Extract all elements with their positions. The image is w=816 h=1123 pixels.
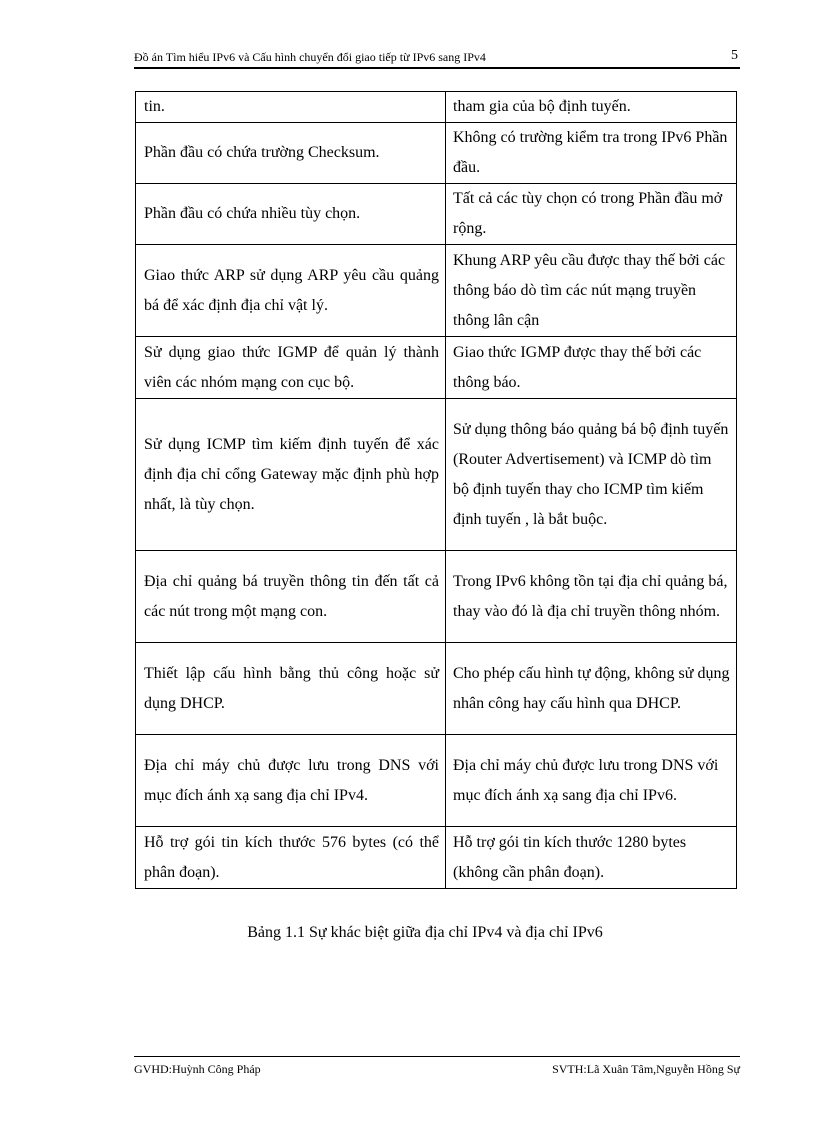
ipv6-cell: Hỗ trợ gói tin kích thước 1280 bytes (không cần phân đoạn). [446, 827, 737, 889]
ipv4-cell: Địa chỉ quảng bá truyền thông tin đến tất cả các nút trong một mạng con. [136, 551, 446, 643]
ipv4-cell: Thiết lập cấu hình bằng thủ công hoặc sử dụng DHCP. [136, 643, 446, 735]
table-row [136, 337, 737, 399]
page-header [134, 48, 740, 66]
table-caption: Bảng 1.1 Sự khác biệt giữa địa chỉ IPv4 và địa chỉ IPv6 [247, 924, 603, 941]
ipv4-cell: Sử dụng giao thức IGMP để quản lý thành viên các nhóm mạng con cục bộ. [136, 337, 446, 399]
table-row [136, 245, 737, 337]
header-divider [134, 67, 740, 69]
ipv4-cell: tin. [136, 92, 446, 123]
ipv6-cell: Tất cả các tùy chọn có trong Phần đầu mở rộng. [446, 184, 737, 245]
footer-supervisor: GVHD:Huỳnh Công Pháp [134, 1062, 261, 1076]
table-row [136, 643, 737, 735]
ipv6-cell: Địa chỉ máy chủ được lưu trong DNS với mục đích ánh xạ sang địa chỉ IPv6. [446, 735, 737, 827]
ipv4-cell: Phần đầu có chứa nhiều tùy chọn. [136, 184, 446, 245]
table-row [136, 92, 737, 123]
ipv6-cell: Giao thức IGMP được thay thế bởi các thông báo. [446, 337, 737, 399]
footer-divider [134, 1056, 740, 1057]
ipv6-cell: Không có trường kiểm tra trong IPv6 Phần đầu. [446, 123, 737, 184]
table-row [136, 735, 737, 827]
ipv4-cell: Địa chỉ máy chủ được lưu trong DNS với mục đích ánh xạ sang địa chỉ IPv4. [136, 735, 446, 827]
table-row [136, 123, 737, 184]
page-number: 5 [731, 48, 738, 63]
table-row [136, 399, 737, 551]
ipv4-cell: Sử dụng ICMP tìm kiếm định tuyến để xác định địa chỉ cổng Gateway mặc định phù hợp nhất, là tùy chọn. [136, 399, 446, 551]
ipv6-cell: Sử dụng thông báo quảng bá bộ định tuyến (Router Advertisement) và ICMP dò tìm bộ định tuyến thay cho ICMP tìm kiếm định tuyến , là bắt buộc. [446, 399, 737, 551]
ipv4-cell: Giao thức ARP sử dụng ARP yêu cầu quảng bá để xác định địa chỉ vật lý. [136, 245, 446, 337]
ipv6-cell: Khung ARP yêu cầu được thay thế bởi các thông báo dò tìm các nút mạng truyền thông lân cận [446, 245, 737, 337]
ipv4-ipv6-comparison-table [135, 91, 737, 889]
document-title: Đồ án Tìm hiểu IPv6 và Cấu hình chuyển đổi giao tiếp từ IPv6 sang IPv4 [134, 50, 486, 64]
footer-students: SVTH:Lã Xuân Tâm,Nguyễn Hồng Sự [552, 1062, 740, 1076]
table-row [136, 827, 737, 889]
ipv6-cell: Cho phép cấu hình tự động, không sử dụng nhân công hay cấu hình qua DHCP. [446, 643, 737, 735]
ipv4-cell: Hỗ trợ gói tin kích thước 576 bytes (có thể phân đoạn). [136, 827, 446, 889]
table-row [136, 184, 737, 245]
ipv4-cell: Phần đầu có chứa trường Checksum. [136, 123, 446, 184]
ipv6-cell: Trong IPv6 không tồn tại địa chỉ quảng bá, thay vào đó là địa chỉ truyền thông nhóm. [446, 551, 737, 643]
table-row [136, 551, 737, 643]
ipv6-cell: tham gia của bộ định tuyến. [446, 92, 737, 123]
